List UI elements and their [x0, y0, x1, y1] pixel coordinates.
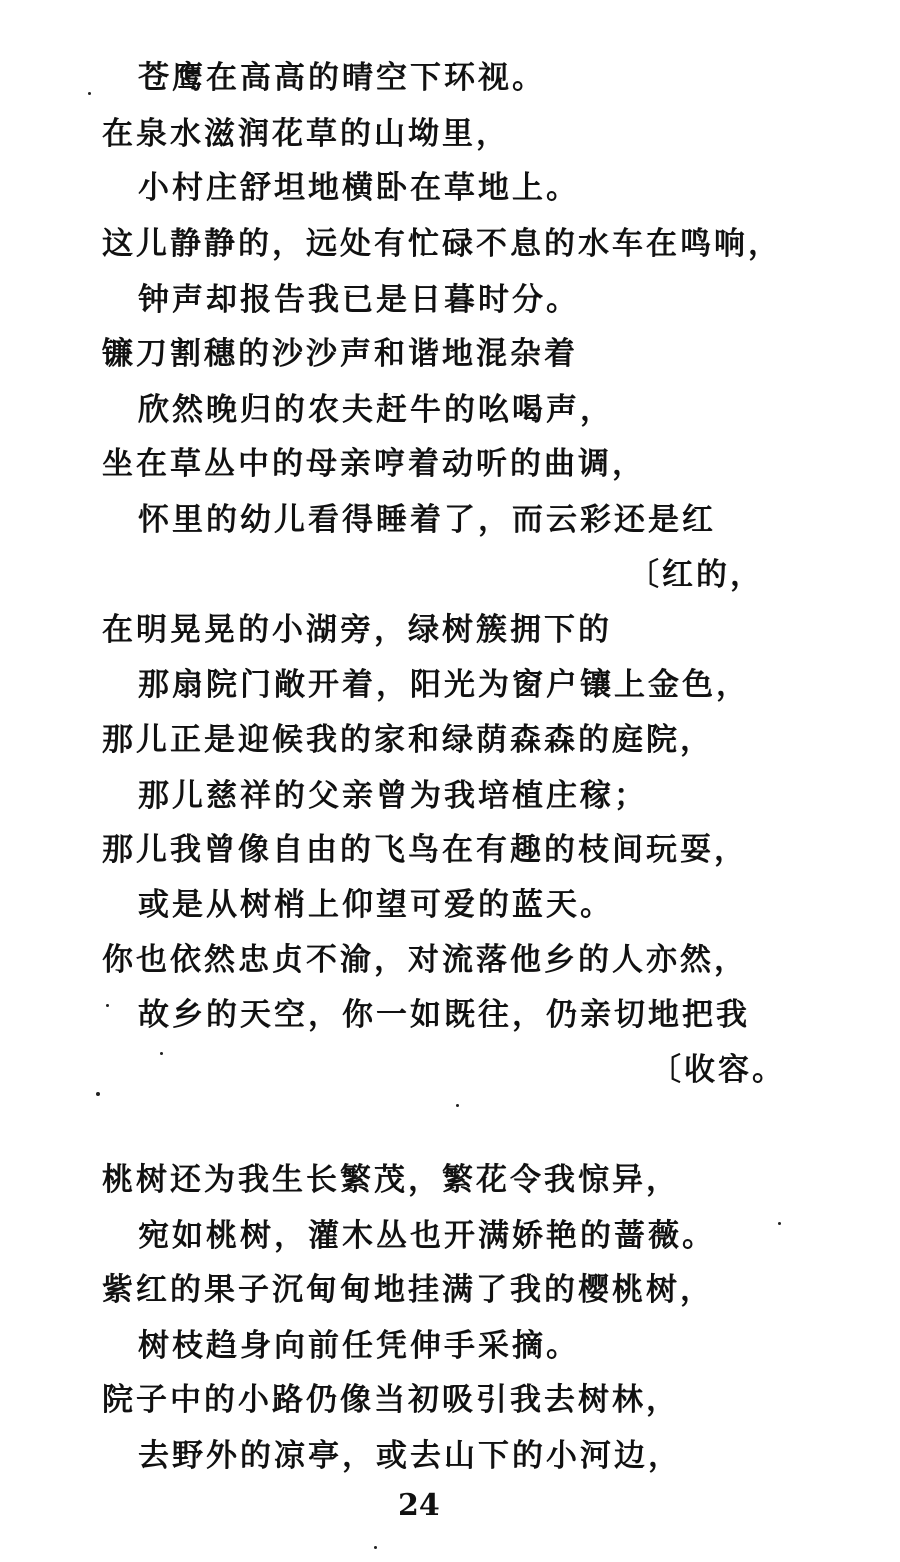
scan-speck	[96, 1092, 100, 1096]
scan-speck	[778, 1222, 781, 1225]
poem-line: 或是从树梢上仰望可爱的蓝天。	[138, 887, 614, 923]
poem-line: 苍鹰在高高的晴空下环视。	[138, 60, 546, 96]
poem-line: 那儿正是迎候我的家和绿荫森森的庭院，	[102, 722, 714, 758]
scan-speck	[374, 1546, 377, 1549]
scan-speck	[160, 1052, 163, 1055]
poem-line: 紫红的果子沉甸甸地挂满了我的樱桃树，	[102, 1272, 714, 1308]
poem-line: 你也依然忠贞不渝，对流落他乡的人亦然，	[102, 942, 748, 978]
poem-line: 怀里的幼儿看得睡着了，而云彩还是红	[138, 502, 716, 538]
poem-line: 院子中的小路仍像当初吸引我去树林，	[102, 1382, 680, 1418]
poem-line: 在明晃晃的小湖旁，绿树簇拥下的	[102, 612, 612, 648]
poem-line: 那儿慈祥的父亲曾为我培植庄稼；	[138, 778, 648, 814]
poem-line-continuation: 〔红的，	[628, 557, 764, 593]
poem-line: 小村庄舒坦地横卧在草地上。	[138, 170, 580, 206]
poem-line: 欣然晚归的农夫赶牛的吆喝声，	[138, 392, 614, 428]
scan-speck	[88, 92, 91, 95]
poem-line: 那儿我曾像自由的飞鸟在有趣的枝间玩耍，	[102, 832, 748, 868]
poem-line: 去野外的凉亭，或去山下的小河边，	[138, 1438, 682, 1474]
poem-line: 桃树还为我生长繁茂，繁花令我惊异，	[102, 1162, 680, 1198]
poem-line: 宛如桃树，灌木丛也开满娇艳的蔷薇。	[138, 1218, 716, 1254]
poem-line: 镰刀割穗的沙沙声和谐地混杂着	[102, 336, 578, 372]
poem-line: 钟声却报告我已是日暮时分。	[138, 282, 580, 318]
scan-speck	[106, 1004, 109, 1007]
poem-line: 树枝趋身向前任凭伸手采摘。	[138, 1328, 580, 1364]
poem-line: 这儿静静的，远处有忙碌不息的水车在鸣响，	[102, 226, 782, 262]
poem-line-continuation: 〔收容。	[650, 1052, 786, 1088]
poem-line: 故乡的天空，你一如既往，仍亲切地把我	[138, 997, 750, 1033]
poem-line: 在泉水滋润花草的山坳里，	[102, 116, 510, 152]
page-number: 24	[398, 1488, 440, 1523]
poem-line: 坐在草丛中的母亲哼着动听的曲调，	[102, 446, 646, 482]
poem-line: 那扇院门敞开着，阳光为窗户镶上金色，	[138, 667, 750, 703]
scan-speck	[456, 1104, 459, 1107]
